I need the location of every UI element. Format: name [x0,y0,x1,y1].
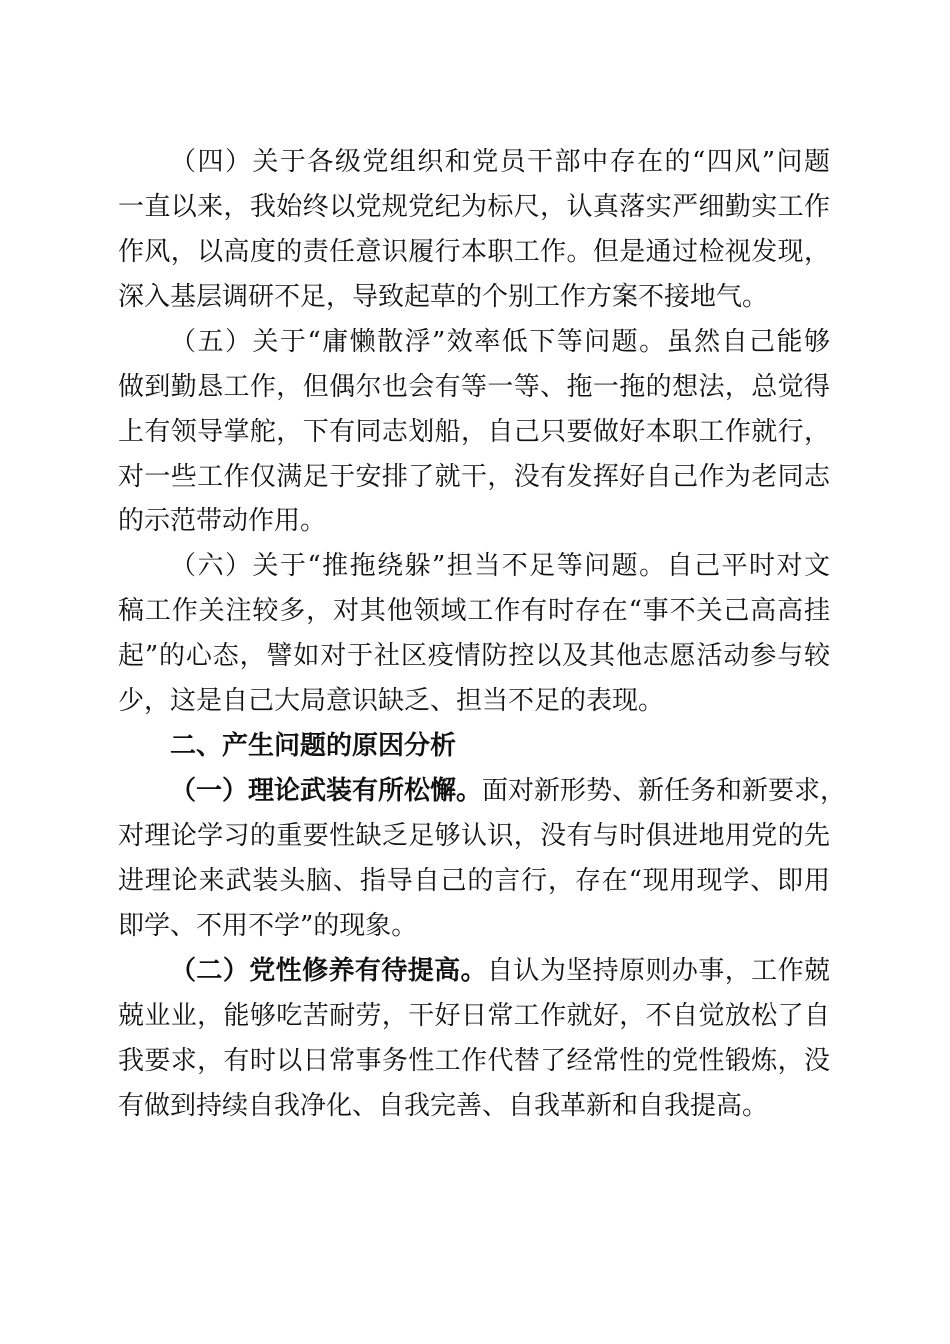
paragraph-line: 做到勤恳工作，但偶尔也会有等一等、拖一拖的想法，总觉得 [118,372,830,402]
paragraph-line: 兢业业，能够吃苦耐劳，干好日常工作就好，不自觉放松了自 [118,1001,830,1031]
paragraph-line: 我要求，有时以日常事务性工作代替了经常性的党性锻炼，没 [118,1046,830,1076]
paragraph-line: 深入基层调研不足，导致起草的个别工作方案不接地气。 [118,282,769,312]
paragraph-line [170,951,830,991]
paragraph-line: 的示范带动作用。 [118,506,327,536]
paragraph-line: 上有领导掌舵，下有同志划船，自己只要做好本职工作就行， [118,417,830,447]
paragraph-line: 少，这是自己大局意识缺乏、担当不足的表现。 [118,686,665,716]
section-heading: 二、产生问题的原因分析 [170,731,457,761]
paragraph-line: 作风，以高度的责任意识履行本职工作。但是通过检视发现， [118,237,830,267]
paragraph-line: 对一些工作仅满足于安排了就干，没有发挥好自己作为老同志 [118,462,830,492]
paragraph-line: （四）关于各级党组织和党员干部中存在的“四风”问题 [170,147,830,177]
paragraph-line: （五）关于“庸懒散浮”效率低下等问题。虽然自己能够 [170,327,830,357]
paragraph-text: 自认为坚持原则办事，工作兢 [487,956,830,986]
paragraph-line: （六）关于“推拖绕躲”担当不足等问题。自己平时对文 [170,551,830,581]
paragraph-line: 对理论学习的重要性缺乏足够认识，没有与时俱进地用党的先 [118,821,830,851]
paragraph-text: 面对新形势、新任务和新要求， [482,776,847,806]
paragraph-line: 稿工作关注较多，对其他领域工作有时存在“事不关己高高挂 [118,596,830,626]
subsection-lead: （二）党性修养有待提高。 [170,956,487,986]
paragraph-line: 有做到持续自我净化、自我完善、自我革新和自我提高。 [118,1091,769,1121]
paragraph-line: 一直以来，我始终以党规党纪为标尺，认真落实严细勤实工作 [118,192,830,222]
paragraph-line: 起”的心态，譬如对于社区疫情防控以及其他志愿活动参与较 [118,641,830,671]
paragraph-line: 进理论来武装头脑、指导自己的言行，存在“现用现学、即用 [118,866,830,896]
paragraph-line: 即学、不用不学”的现象。 [118,911,418,941]
subsection-lead: （一）理论武装有所松懈。 [170,776,483,806]
paragraph-line [170,771,847,811]
